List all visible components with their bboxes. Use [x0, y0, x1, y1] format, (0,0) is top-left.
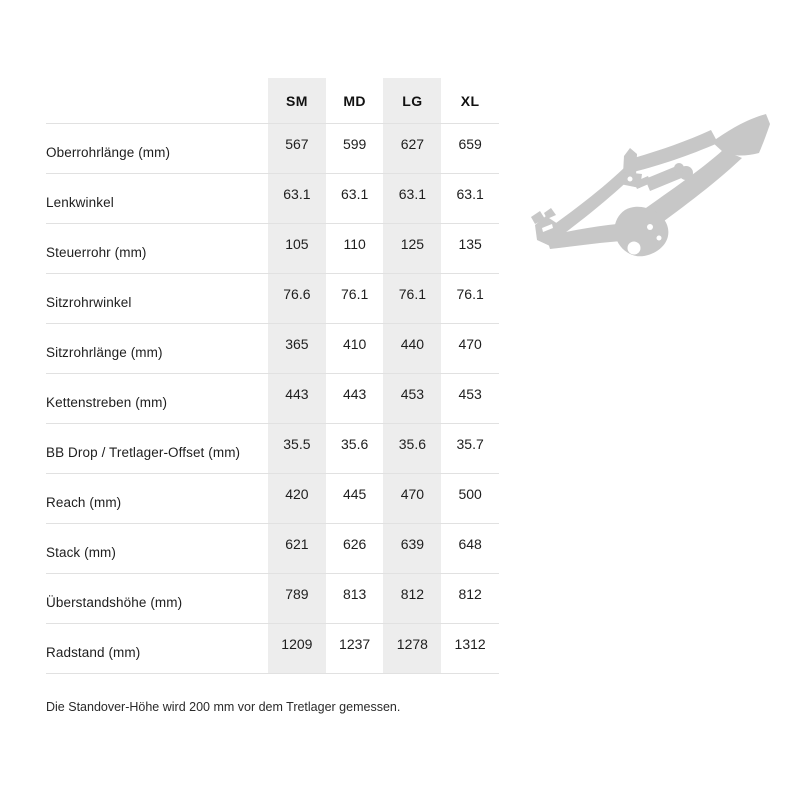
- cell-xl: 659: [458, 136, 482, 152]
- table-row-lenkwinkel: [46, 173, 499, 223]
- cell-lg: 639: [400, 536, 425, 552]
- row-label: Radstand (mm): [46, 644, 141, 660]
- standover-footnote: Die Standover-Höhe wird 200 mm vor dem Tretlager gemessen.: [46, 700, 401, 714]
- table-header-row: [46, 78, 499, 123]
- table-row-sitzrohrlaenge: [46, 323, 499, 373]
- row-label: Sitzrohrwinkel: [46, 294, 132, 310]
- size-header-lg: LG: [402, 92, 423, 109]
- size-header-sm: SM: [285, 92, 308, 109]
- row-label: Stack (mm): [46, 544, 116, 560]
- cell-md: 76.1: [341, 286, 369, 302]
- table-row-bb-drop: [46, 423, 499, 473]
- cell-sm: 1209: [281, 636, 313, 652]
- cell-lg: 812: [400, 586, 425, 602]
- header-spacer: [46, 97, 268, 104]
- cell-lg: 76.1: [398, 286, 426, 302]
- cell-sm: 621: [285, 536, 309, 552]
- cell-xl: 35.7: [456, 436, 484, 452]
- cell-sm: 365: [285, 336, 309, 352]
- cell-xl: 63.1: [456, 186, 484, 202]
- cell-xl: 470: [458, 336, 482, 352]
- cell-sm: 567: [285, 136, 309, 152]
- size-header-md: MD: [343, 92, 366, 109]
- table-row-steuerrohr: [46, 223, 499, 273]
- cell-md: 410: [342, 336, 367, 352]
- cell-md: 626: [342, 536, 367, 552]
- cell-xl: 76.1: [456, 286, 484, 302]
- cell-md: 1237: [339, 636, 371, 652]
- table-row-radstand: [46, 623, 499, 673]
- table-row-oberrohrlaenge: [46, 123, 499, 173]
- cell-xl: 812: [458, 586, 482, 602]
- cell-sm: 35.5: [283, 436, 311, 452]
- bike-frame-illustration: [530, 112, 770, 262]
- cell-lg: 63.1: [398, 186, 426, 202]
- cell-sm: 420: [285, 486, 309, 502]
- cell-sm: 443: [285, 386, 309, 402]
- table-row-kettenstreben: [46, 373, 499, 423]
- cell-lg: 35.6: [398, 436, 426, 452]
- row-label: Oberrohrlänge (mm): [46, 144, 171, 160]
- cell-sm: 105: [285, 236, 309, 252]
- row-label: Kettenstreben (mm): [46, 394, 168, 410]
- table-row-reach: [46, 473, 499, 523]
- cell-xl: 500: [458, 486, 482, 502]
- cell-md: 110: [343, 236, 366, 252]
- cell-md: 813: [342, 586, 367, 602]
- cell-xl: 1312: [454, 636, 486, 652]
- row-label: Sitzrohrlänge (mm): [46, 344, 163, 360]
- cell-md: 63.1: [341, 186, 369, 202]
- cell-xl: 135: [458, 236, 482, 252]
- cell-lg: 470: [400, 486, 425, 502]
- row-label: Reach (mm): [46, 494, 122, 510]
- size-header-xl: XL: [460, 92, 480, 109]
- cell-lg: 440: [400, 336, 425, 352]
- cell-sm: 76.6: [283, 286, 311, 302]
- cell-sm: 63.1: [283, 186, 311, 202]
- row-label: Überstandshöhe (mm): [46, 594, 183, 610]
- cell-lg: 453: [400, 386, 425, 402]
- cell-md: 445: [342, 486, 367, 502]
- cell-lg: 627: [400, 136, 425, 152]
- cell-xl: 453: [458, 386, 482, 402]
- row-label: BB Drop / Tretlager-Offset (mm): [46, 444, 241, 460]
- cell-md: 443: [342, 386, 367, 402]
- table-row-stack: [46, 523, 499, 573]
- cell-md: 599: [342, 136, 367, 152]
- table-row-ueberstandshoehe: [46, 573, 499, 623]
- cell-lg: 125: [400, 236, 425, 252]
- cell-xl: 648: [458, 536, 482, 552]
- cell-sm: 789: [285, 586, 309, 602]
- geometry-table: [46, 78, 499, 674]
- cell-md: 35.6: [341, 436, 369, 452]
- row-label: Steuerrohr (mm): [46, 244, 147, 260]
- row-label: Lenkwinkel: [46, 194, 114, 210]
- cell-lg: 1278: [396, 636, 428, 652]
- table-row-sitzrohrwinkel: [46, 273, 499, 323]
